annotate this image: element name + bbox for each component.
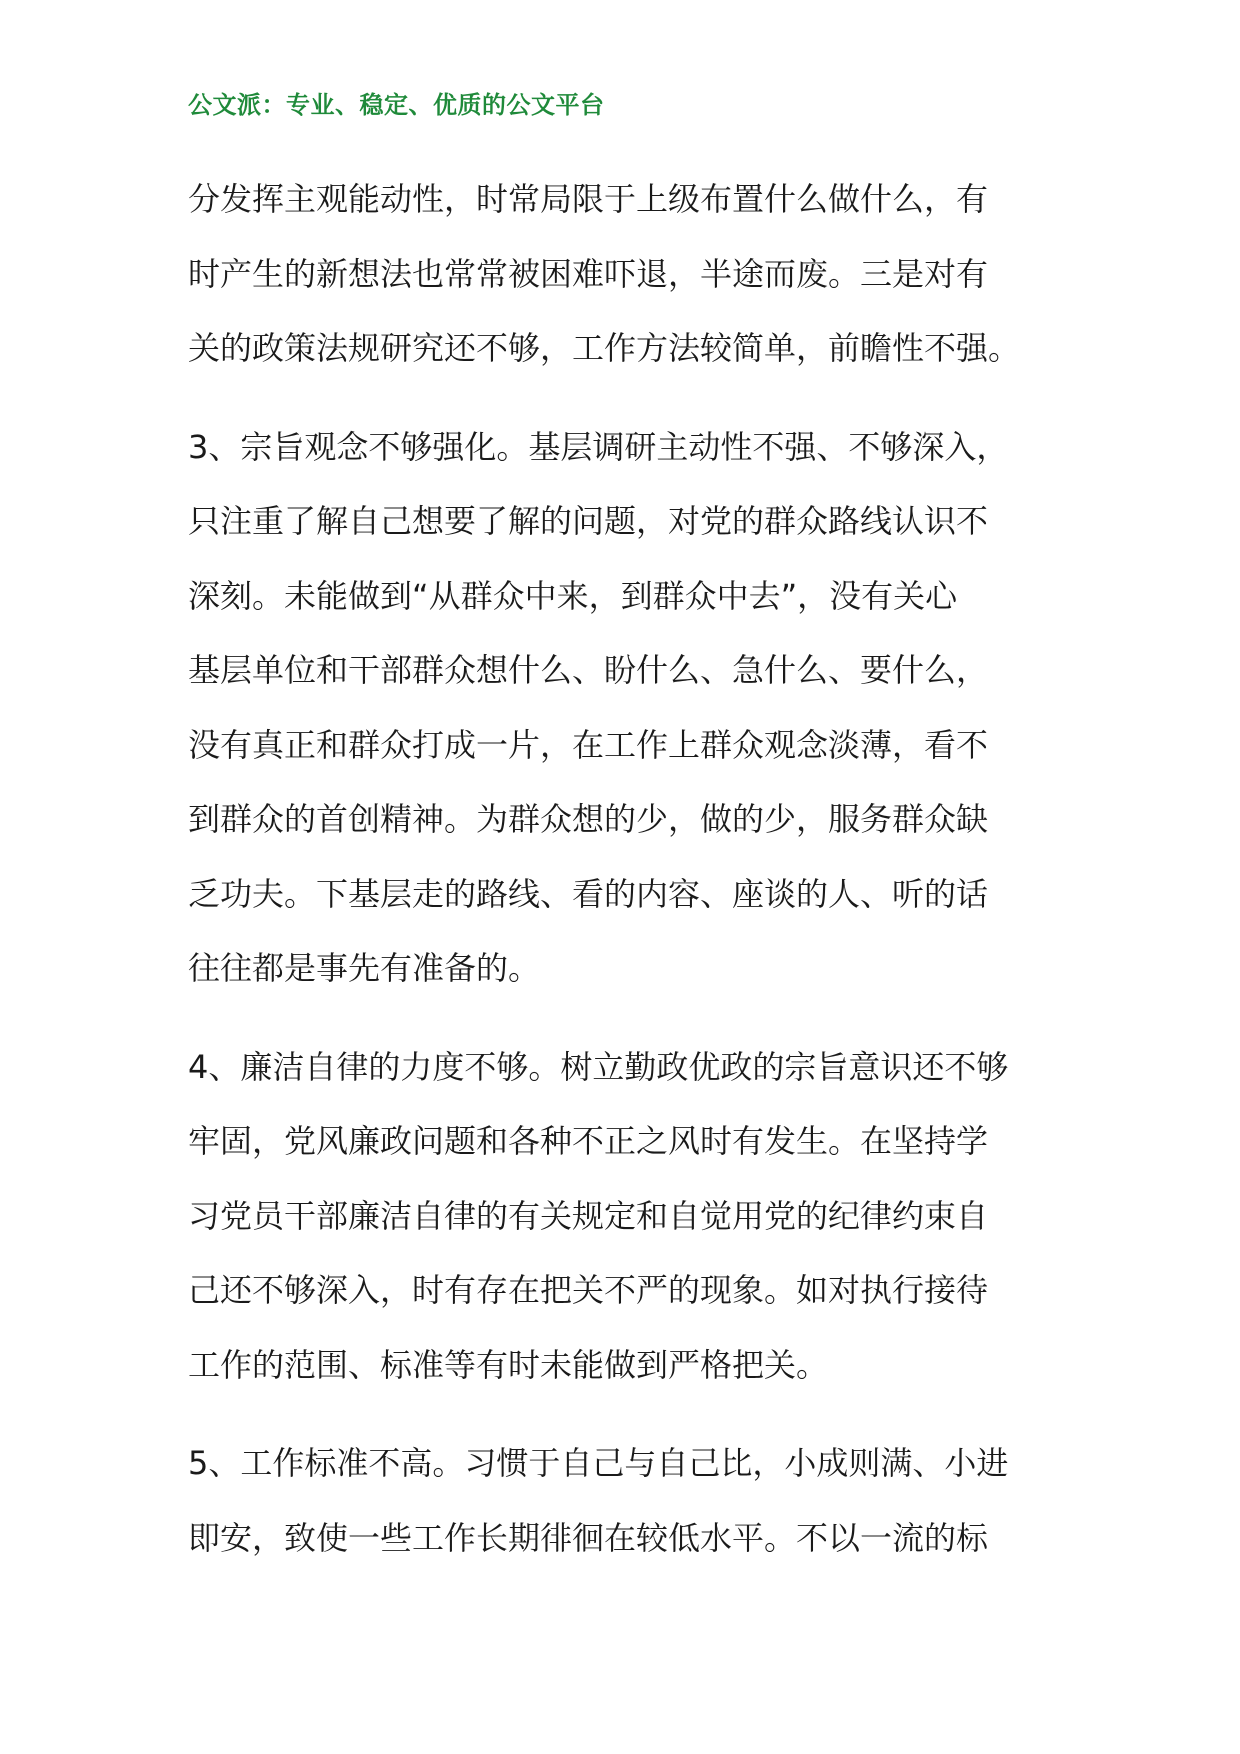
text-line: 分发挥主观能动性，时常局限于上级布置什么做什么，有 <box>188 180 989 218</box>
text-line: 牢固，党风廉政问题和各种不正之风时有发生。在坚持学 <box>188 1122 989 1160</box>
text-line: 4、廉洁自律的力度不够。树立勤政优政的宗旨意识还不够 <box>188 1047 1009 1086</box>
text-line: 己还不够深入，时有存在把关不严的现象。如对执行接待 <box>188 1271 989 1309</box>
text-line: 即安，致使一些工作长期徘徊在较低水平。不以一流的标 <box>188 1518 989 1557</box>
text-line: 往往都是事先有准备的。 <box>188 949 541 987</box>
text-line: 3、宗旨观念不够强化。基层调研主动性不强、不够深入， <box>188 427 1009 466</box>
text-line: 5、工作标准不高。习惯于自己与自己比，小成则满、小进 <box>188 1444 1009 1482</box>
text-line: 基层单位和干部群众想什么、盼什么、急什么、要什么， <box>188 651 989 689</box>
text-line: 到群众的首创精神。为群众想的少，做的少，服务群众缺 <box>188 800 989 838</box>
paragraph-continuation <box>188 162 1060 386</box>
document-body <box>188 162 1060 1599</box>
paragraph-item-3 <box>188 410 1060 1006</box>
text-line: 工作的范围、标准等有时未能做到严格把关。 <box>188 1345 829 1384</box>
text-line: 没有真正和群众打成一片，在工作上群众观念淡薄，看不 <box>188 725 989 764</box>
paragraph-item-5 <box>188 1426 1060 1575</box>
text-line: 深刻。未能做到“从群众中来，到群众中去”，没有关心 <box>188 576 958 615</box>
paragraph-item-4 <box>188 1030 1060 1403</box>
page-header: 公文派：专业、稳定、优质的公文平台 <box>188 91 605 119</box>
text-line: 乏功夫。下基层走的路线、看的内容、座谈的人、听的话 <box>188 874 989 913</box>
text-line: 时产生的新想法也常常被困难吓退，半途而废。三是对有 <box>188 254 989 293</box>
text-line: 关的政策法规研究还不够，工作方法较简单，前瞻性不强。 <box>188 329 1021 367</box>
text-line: 只注重了解自己想要了解的问题，对党的群众路线认识不 <box>188 502 989 540</box>
text-line: 习党员干部廉洁自律的有关规定和自觉用党的纪律约束自 <box>188 1196 989 1235</box>
